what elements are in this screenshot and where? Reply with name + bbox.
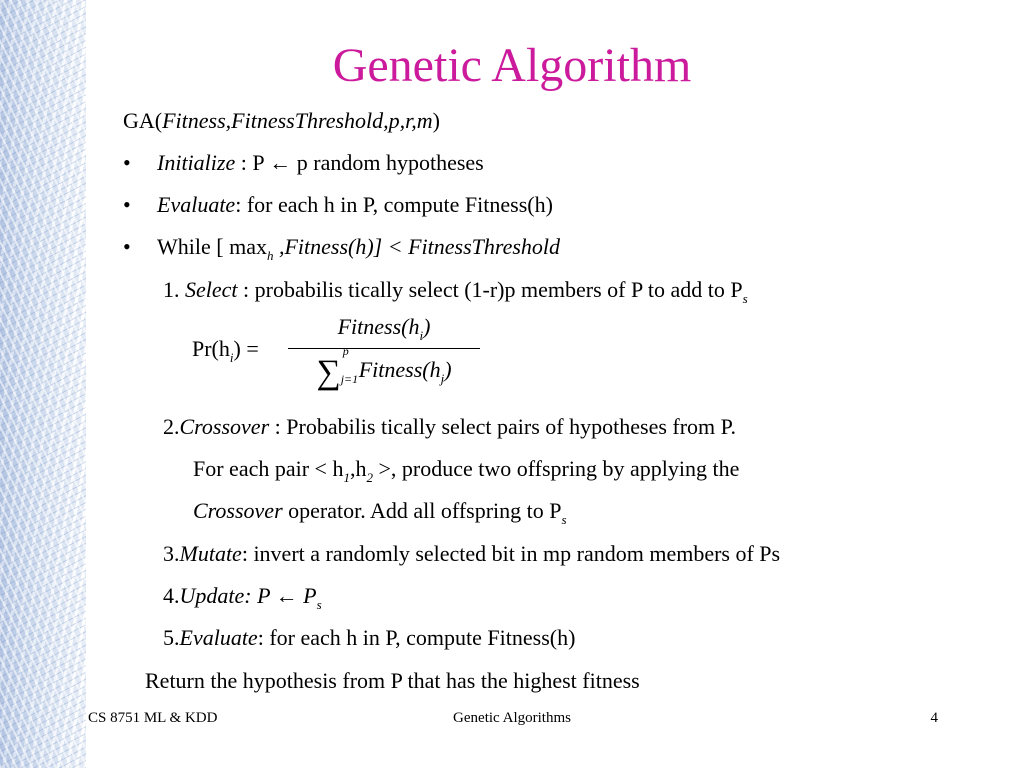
step-number: 1. [163, 277, 180, 302]
select-text: : probabilis tically select (1-r)p members of P to add to P [237, 277, 743, 302]
ga-signature-args: Fitness,FitnessThreshold,p,r,m [162, 108, 433, 133]
crossover-line2-sub1: 1 [343, 470, 350, 485]
step-crossover [163, 416, 736, 438]
step-select [163, 279, 748, 305]
summation-limits [340, 344, 359, 386]
select-sub: s [742, 291, 748, 306]
crossover-keyword: Crossover [179, 414, 270, 439]
crossover-text: : Probabilis tically select pairs of hypotheses from P. [269, 414, 736, 439]
evaluate-keyword: Evaluate [157, 192, 236, 217]
formula-lhs-sub: i [229, 350, 234, 365]
probability-formula [192, 312, 492, 402]
bullet-icon: • [123, 234, 131, 259]
formula-numerator-tail: ) [423, 314, 431, 339]
formula-lhs [192, 338, 259, 364]
step-update [163, 585, 322, 611]
summation-upper: p [342, 344, 349, 358]
formula-numerator-sub: i [419, 328, 424, 343]
crossover-line-2 [193, 458, 739, 484]
while-sub: h [266, 248, 274, 263]
step-mutate [163, 543, 780, 565]
fraction-bar [288, 348, 480, 349]
evaluate-text: : for each h in P, compute Fitness(h) [235, 192, 553, 217]
update-sub: s [316, 597, 322, 612]
formula-denominator-head: Fitness(h [358, 357, 441, 382]
while-pre: While [ max [157, 234, 267, 259]
crossover-line3-sub: s [561, 512, 567, 527]
crossover-line3-text: operator. Add all offspring to P [282, 498, 562, 523]
formula-lhs-head: Pr(h [192, 336, 230, 361]
crossover-line2-post: >, produce two offspring by applying the [372, 456, 740, 481]
formula-numerator [288, 312, 480, 342]
summation-icon: ∑ [316, 354, 341, 391]
update-keyword: Update [179, 583, 245, 608]
footer-page-number: 4 [930, 710, 938, 726]
select-keyword: Select [185, 277, 238, 302]
update-text: : P ← P [244, 583, 317, 608]
bullet-icon: • [123, 150, 131, 175]
initialize-line [123, 152, 484, 174]
initialize-text: : P ← p random hypotheses [235, 150, 484, 175]
step-number: 3. [163, 541, 180, 566]
crossover-line2-sub2: 2 [366, 470, 373, 485]
ga-signature-prefix: GA( [123, 108, 163, 133]
formula-denominator-tail: ) [444, 357, 452, 382]
decorative-sidebar-texture [0, 0, 86, 768]
formula-denominator-sub: j [440, 371, 445, 386]
return-line: Return the hypothesis from P that has the highest fitness [145, 668, 640, 693]
formula-numerator-head: Fitness(h [337, 314, 420, 339]
ga-signature-suffix: ) [432, 108, 440, 133]
evaluate2-text: : for each h in P, compute Fitness(h) [257, 625, 576, 650]
step-number: 4. [163, 583, 180, 608]
formula-lhs-tail: ) = [233, 336, 259, 361]
evaluate2-keyword: Evaluate [179, 625, 258, 650]
step-number: 2. [163, 414, 180, 439]
ga-signature [123, 110, 440, 132]
formula-fraction [288, 312, 480, 390]
crossover-line2-pre: For each pair < h [193, 456, 344, 481]
formula-denominator [288, 344, 480, 391]
slide-title: Genetic Algorithm [332, 39, 692, 92]
initialize-keyword: Initialize [157, 150, 236, 175]
mutate-keyword: Mutate [179, 541, 242, 566]
bullet-icon: • [123, 192, 131, 217]
step-number: 5. [163, 625, 180, 650]
crossover-line3-keyword: Crossover [193, 498, 283, 523]
step-evaluate [163, 627, 575, 649]
footer-left: CS 8751 ML & KDD [88, 710, 218, 726]
while-line [123, 236, 560, 262]
footer-center: Genetic Algorithms [453, 710, 571, 726]
mutate-text: : invert a randomly selected bit in mp random members of Ps [241, 541, 781, 566]
evaluate-line [123, 194, 553, 216]
while-post: ,Fitness(h)] < FitnessThreshold [273, 234, 561, 259]
summation-lower: j=1 [340, 372, 359, 386]
crossover-line-3 [193, 500, 567, 526]
crossover-line2-mid: ,h [349, 456, 367, 481]
